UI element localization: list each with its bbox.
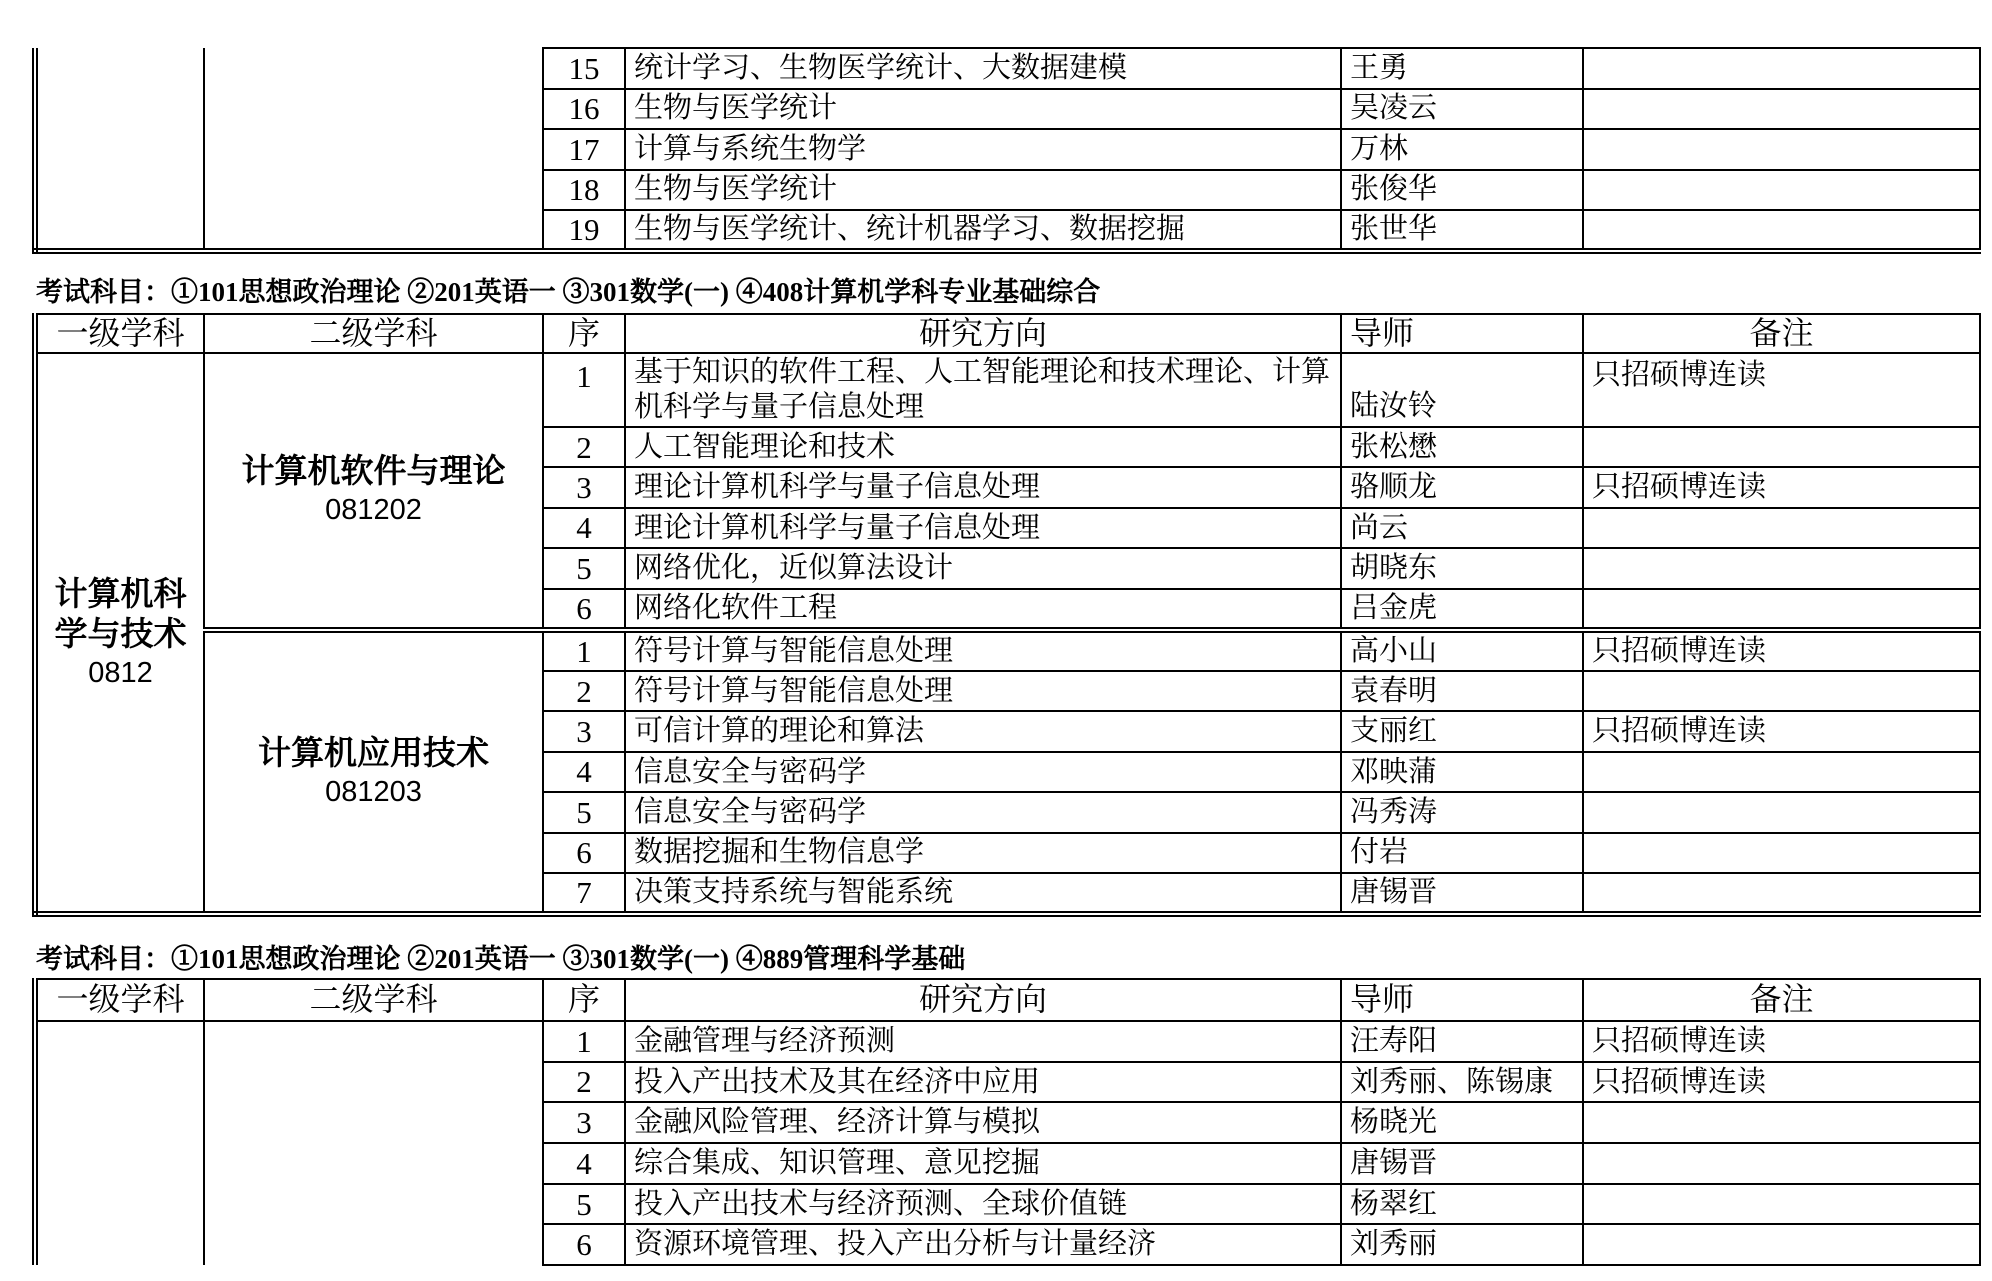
seq-cell: 4 (543, 1143, 625, 1184)
header-advisor: 导师 (1341, 979, 1583, 1021)
header-note: 备注 (1583, 979, 1980, 1021)
second-level-cell (204, 1021, 543, 1265)
advisor-cell: 刘秀丽 (1341, 1224, 1583, 1265)
first-level-cell (35, 48, 204, 251)
note-cell: 只招硕博连读 (1583, 630, 1980, 671)
exam-subjects-title: 考试科目：①101思想政治理论 ②201英语一 ③301数学(一) ④889管理科学基础 (36, 944, 966, 974)
direction-cell: 生物与医学统计 (625, 89, 1341, 130)
header-seq: 序 (543, 979, 625, 1021)
advisor-cell: 骆顺龙 (1341, 467, 1583, 507)
header-seq: 序 (543, 314, 625, 353)
direction-cell: 资源环境管理、投入产出分析与计量经济 (625, 1224, 1341, 1265)
direction-cell: 统计学习、生物医学统计、大数据建模 (625, 48, 1341, 89)
note-cell: 只招硕博连读 (1583, 711, 1980, 751)
header-second-level: 二级学科 (204, 979, 543, 1021)
seq-cell: 1 (543, 1021, 625, 1062)
header-second-level: 二级学科 (204, 314, 543, 353)
header-first-level: 一级学科 (35, 314, 204, 353)
header-note: 备注 (1583, 314, 1980, 353)
note-cell (1583, 671, 1980, 711)
advisor-cell: 唐锡晋 (1341, 873, 1583, 914)
advisor-cell: 高小山 (1341, 630, 1583, 671)
advisor-cell: 冯秀涛 (1341, 792, 1583, 832)
seq-cell: 3 (543, 467, 625, 507)
second-level-code: 081203 (325, 775, 422, 808)
direction-cell: 基于知识的软件工程、人工智能理论和技术理论、计算机科学与量子信息处理 (625, 353, 1341, 427)
seq-cell: 2 (543, 427, 625, 467)
mgmt-advisor-table (32, 978, 1981, 1266)
advisor-cell: 尚云 (1341, 508, 1583, 548)
direction-cell: 网络化软件工程 (625, 589, 1341, 630)
note-cell (1583, 1143, 1980, 1184)
note-cell (1583, 792, 1980, 832)
seq-cell: 2 (543, 1062, 625, 1103)
direction-cell: 数据挖掘和生物信息学 (625, 833, 1341, 873)
advisor-cell: 付岩 (1341, 833, 1583, 873)
direction-cell: 可信计算的理论和算法 (625, 711, 1341, 751)
advisor-cell: 张俊华 (1341, 170, 1583, 211)
seq-cell: 3 (543, 711, 625, 751)
note-cell: 只招硕博连读 (1583, 1062, 1980, 1103)
advisor-cell: 邓映蒲 (1341, 752, 1583, 792)
seq-cell: 15 (543, 48, 625, 89)
note-cell (1583, 129, 1980, 170)
advisor-cell: 袁春明 (1341, 671, 1583, 711)
second-level-code: 081202 (325, 494, 422, 527)
seq-cell: 3 (543, 1102, 625, 1143)
note-cell (1583, 1184, 1980, 1225)
note-cell (1583, 1224, 1980, 1265)
first-level-name: 计算机科学与技术 (54, 574, 187, 652)
note-cell: 只招硕博连读 (1583, 1021, 1980, 1062)
direction-cell: 投入产出技术及其在经济中应用 (625, 1062, 1341, 1103)
direction-cell: 信息安全与密码学 (625, 792, 1341, 832)
note-cell (1583, 833, 1980, 873)
direction-cell: 金融风险管理、经济计算与模拟 (625, 1102, 1341, 1143)
note-cell (1583, 427, 1980, 467)
note-cell (1583, 752, 1980, 792)
cs-advisor-table (32, 313, 1981, 917)
seq-cell: 5 (543, 1184, 625, 1225)
direction-cell: 人工智能理论和技术 (625, 427, 1341, 467)
advisor-cell: 支丽红 (1341, 711, 1583, 751)
direction-cell: 生物与医学统计 (625, 170, 1341, 211)
seq-cell: 4 (543, 752, 625, 792)
advisor-cell: 张世华 (1341, 210, 1583, 251)
direction-cell: 理论计算机科学与量子信息处理 (625, 508, 1341, 548)
direction-cell: 网络优化，近似算法设计 (625, 548, 1341, 588)
seq-cell: 17 (543, 129, 625, 170)
seq-cell: 7 (543, 873, 625, 914)
table-row (35, 353, 1980, 427)
direction-cell: 投入产出技术与经济预测、全球价值链 (625, 1184, 1341, 1225)
seq-cell: 1 (543, 630, 625, 671)
advisor-cell: 胡晓东 (1341, 548, 1583, 588)
first-level-cell (35, 353, 204, 914)
seq-cell: 6 (543, 589, 625, 630)
seq-cell: 19 (543, 210, 625, 251)
note-cell: 只招硕博连读 (1583, 353, 1980, 427)
advisor-cell: 杨晓光 (1341, 1102, 1583, 1143)
direction-cell: 理论计算机科学与量子信息处理 (625, 467, 1341, 507)
header-advisor: 导师 (1341, 314, 1583, 353)
note-cell (1583, 89, 1980, 130)
direction-cell: 符号计算与智能信息处理 (625, 671, 1341, 711)
advisor-cell: 吴凌云 (1341, 89, 1583, 130)
seq-cell: 2 (543, 671, 625, 711)
seq-cell: 6 (543, 833, 625, 873)
seq-cell: 5 (543, 792, 625, 832)
seq-cell: 6 (543, 1224, 625, 1265)
advisor-cell: 刘秀丽、陈锡康 (1341, 1062, 1583, 1103)
table-row (35, 48, 1980, 89)
header-direction: 研究方向 (625, 979, 1341, 1021)
note-cell (1583, 548, 1980, 588)
advisor-cell: 陆汝铃 (1341, 353, 1583, 427)
second-level-name: 计算机软件与理论 (241, 452, 506, 490)
table-row (35, 1021, 1980, 1062)
advisor-cell: 吕金虎 (1341, 589, 1583, 630)
advisor-cell: 汪寿阳 (1341, 1021, 1583, 1062)
direction-cell: 决策支持系统与智能系统 (625, 873, 1341, 914)
second-level-cell (204, 630, 543, 914)
note-cell (1583, 1102, 1980, 1143)
table-row (35, 630, 1980, 671)
seq-cell: 16 (543, 89, 625, 130)
note-cell (1583, 170, 1980, 211)
header-direction: 研究方向 (625, 314, 1341, 353)
direction-cell: 金融管理与经济预测 (625, 1021, 1341, 1062)
header-first-level: 一级学科 (35, 979, 204, 1021)
direction-cell: 生物与医学统计、统计机器学习、数据挖掘 (625, 210, 1341, 251)
exam-subjects-title: 考试科目：①101思想政治理论 ②201英语一 ③301数学(一) ④408计算机学科专业基础综合 (36, 277, 1101, 307)
note-cell (1583, 873, 1980, 914)
direction-cell: 综合集成、知识管理、意见挖掘 (625, 1143, 1341, 1184)
advisor-cell: 万林 (1341, 129, 1583, 170)
second-level-cell (204, 48, 543, 251)
direction-cell: 符号计算与智能信息处理 (625, 630, 1341, 671)
direction-cell: 计算与系统生物学 (625, 129, 1341, 170)
seq-cell: 5 (543, 548, 625, 588)
note-cell (1583, 48, 1980, 89)
note-cell (1583, 210, 1980, 251)
first-level-code: 0812 (88, 656, 153, 689)
advisor-cell: 张松懋 (1341, 427, 1583, 467)
second-level-name: 计算机应用技术 (258, 733, 489, 771)
advisor-cell: 王勇 (1341, 48, 1583, 89)
continuation-advisor-table (32, 47, 1981, 254)
seq-cell: 1 (543, 353, 625, 427)
direction-cell: 信息安全与密码学 (625, 752, 1341, 792)
note-cell (1583, 508, 1980, 548)
advisor-cell: 唐锡晋 (1341, 1143, 1583, 1184)
second-level-cell (204, 353, 543, 630)
first-level-cell (35, 1021, 204, 1265)
header-row (35, 979, 1980, 1021)
note-cell: 只招硕博连读 (1583, 467, 1980, 507)
note-cell (1583, 589, 1980, 630)
seq-cell: 18 (543, 170, 625, 211)
header-row (35, 314, 1980, 353)
seq-cell: 4 (543, 508, 625, 548)
advisor-cell: 杨翠红 (1341, 1184, 1583, 1225)
